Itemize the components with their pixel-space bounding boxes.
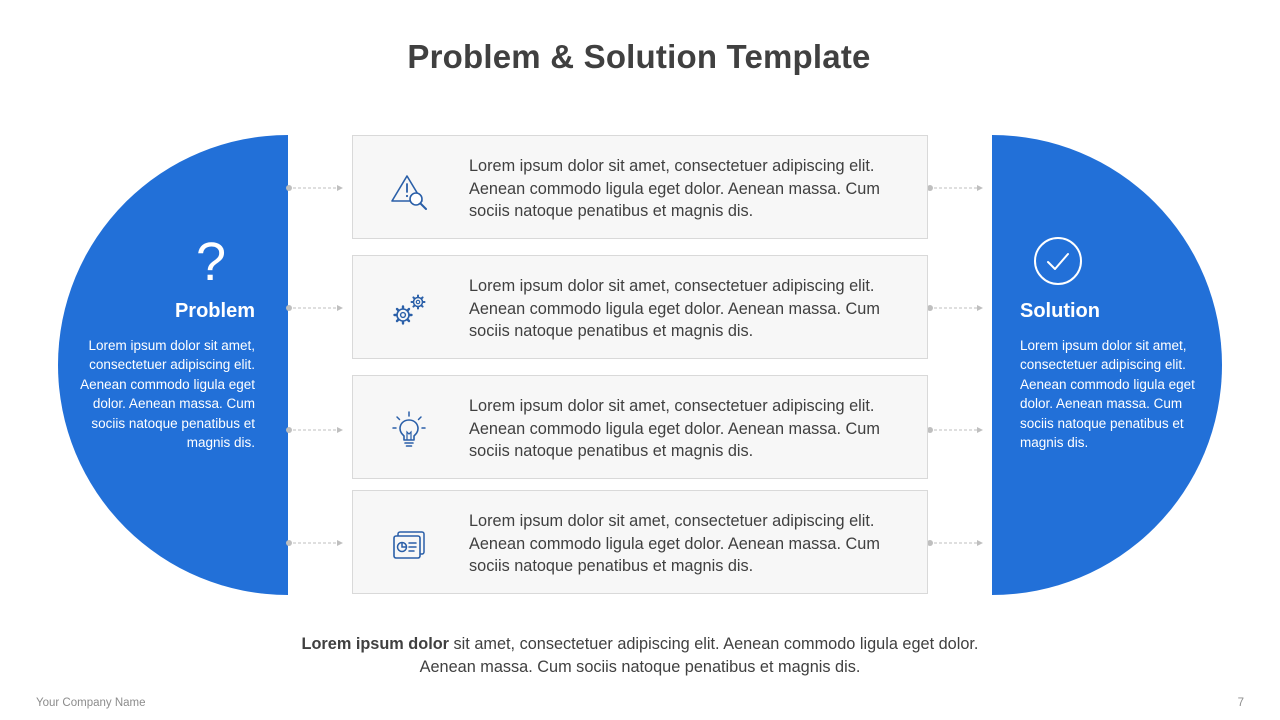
connector-left-1 bbox=[285, 183, 345, 193]
bottom-paragraph bbox=[300, 633, 980, 678]
connector-left-2 bbox=[285, 303, 345, 313]
item-box-2 bbox=[352, 255, 928, 359]
solution-heading: Solution bbox=[1020, 300, 1100, 322]
item-box-4 bbox=[352, 490, 928, 594]
item-text-3: Lorem ipsum dolor sit amet, consectetuer adipiscing elit. Aenean commodo ligula eget dolor. Aenean massa. Cum sociis natoque penatibus et magnis dis. bbox=[469, 397, 880, 460]
item-box-3 bbox=[352, 375, 928, 479]
item-text-1: Lorem ipsum dolor sit amet, consectetuer adipiscing elit. Aenean commodo ligula eget dolor. Aenean massa. Cum sociis natoque penatibus et magnis dis. bbox=[469, 157, 880, 220]
solution-text: Lorem ipsum dolor sit amet, consectetuer adipiscing elit. Aenean commodo ligula eget dolor. Aenean massa. Cum sociis natoque penatibus et magnis dis. bbox=[1020, 338, 1195, 451]
item-text-4: Lorem ipsum dolor sit amet, consectetuer adipiscing elit. Aenean commodo ligula eget dolor. Aenean massa. Cum sociis natoque penatibus et magnis dis. bbox=[469, 512, 880, 575]
check-circle-icon bbox=[1033, 236, 1083, 286]
connector-right-3 bbox=[926, 425, 986, 435]
warning-search-icon bbox=[389, 170, 429, 210]
connector-left-4 bbox=[285, 538, 345, 548]
slide-title: Problem & Solution Template bbox=[407, 38, 871, 75]
item-text-2: Lorem ipsum dolor sit amet, consectetuer adipiscing elit. Aenean commodo ligula eget dolor. Aenean massa. Cum sociis natoque penatibus et magnis dis. bbox=[469, 277, 880, 340]
question-mark-icon: ? bbox=[195, 232, 227, 292]
footer-company-name: Your Company Name bbox=[36, 697, 146, 709]
connector-right-2 bbox=[926, 303, 986, 313]
connector-right-4 bbox=[926, 538, 986, 548]
item-box-1 bbox=[352, 135, 928, 239]
footer-page-number: 7 bbox=[1237, 697, 1244, 709]
problem-text: Lorem ipsum dolor sit amet, consectetuer adipiscing elit. Aenean commodo ligula eget dolor. Aenean massa. Cum sociis natoque penatibus et magnis dis. bbox=[80, 338, 255, 451]
presentation-chart-icon bbox=[389, 525, 429, 565]
connector-right-1 bbox=[926, 183, 986, 193]
problem-heading: Problem bbox=[174, 300, 255, 322]
lightbulb-icon bbox=[389, 410, 429, 450]
bottom-text: sit amet, consectetuer adipiscing elit. Aenean commodo ligula eget dolor. Aenean massa. Cum sociis natoque penatibus et magnis dis. bbox=[419, 635, 979, 676]
bottom-bold-text: Lorem ipsum dolor bbox=[301, 635, 449, 653]
gears-icon bbox=[389, 290, 429, 330]
connector-left-3 bbox=[285, 425, 345, 435]
